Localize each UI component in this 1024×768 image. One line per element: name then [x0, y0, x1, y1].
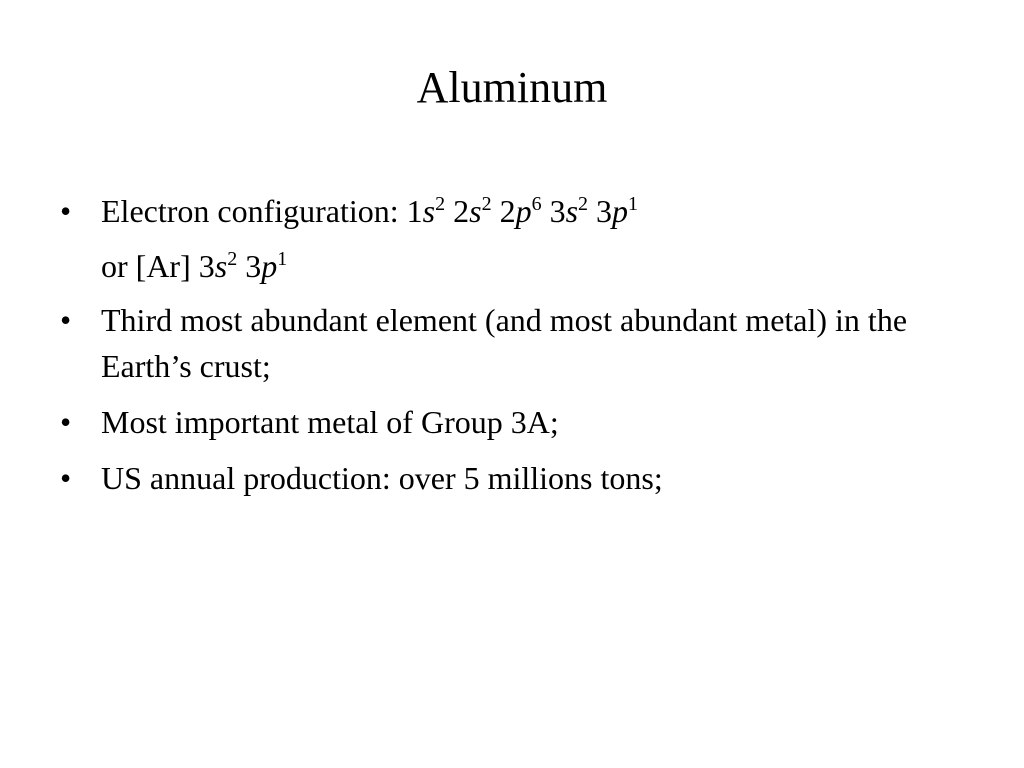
bullet-text: US annual production: over 5 millions tons; — [101, 460, 663, 496]
config-alt-prefix: or [Ar] — [101, 248, 199, 284]
bullet-item-group — [60, 399, 960, 445]
orbital-term: $3p^1$ — [245, 248, 288, 284]
bullet-item-production — [60, 455, 960, 501]
orbital-term: $1s^2$ — [406, 193, 446, 229]
orbital-term: $3s^2$ — [549, 193, 589, 229]
config-label: Electron configuration: — [101, 193, 407, 229]
bullet-icon: • — [60, 193, 72, 229]
slide-title: Aluminum — [416, 63, 608, 112]
orbital-term: $3s^2$ — [198, 248, 238, 284]
bullet-item-abundance — [60, 297, 960, 389]
config-alternate-line — [60, 243, 960, 289]
bullet-icon: • — [60, 404, 72, 440]
bullet-icon: • — [60, 302, 72, 338]
bullet-text: Most important metal of Group 3A; — [101, 404, 559, 440]
bullet-list — [60, 188, 960, 511]
bullet-text: Third most abundant element (and most abundant metal) in the Earth’s crust; — [101, 302, 908, 384]
orbital-term: $3p^1$ — [596, 193, 639, 229]
orbital-term: $2s^2$ — [453, 193, 492, 229]
orbital-term: $2p^6$ — [499, 193, 542, 229]
bullet-icon: • — [60, 460, 72, 496]
bullet-item-electron-configuration — [60, 188, 960, 234]
